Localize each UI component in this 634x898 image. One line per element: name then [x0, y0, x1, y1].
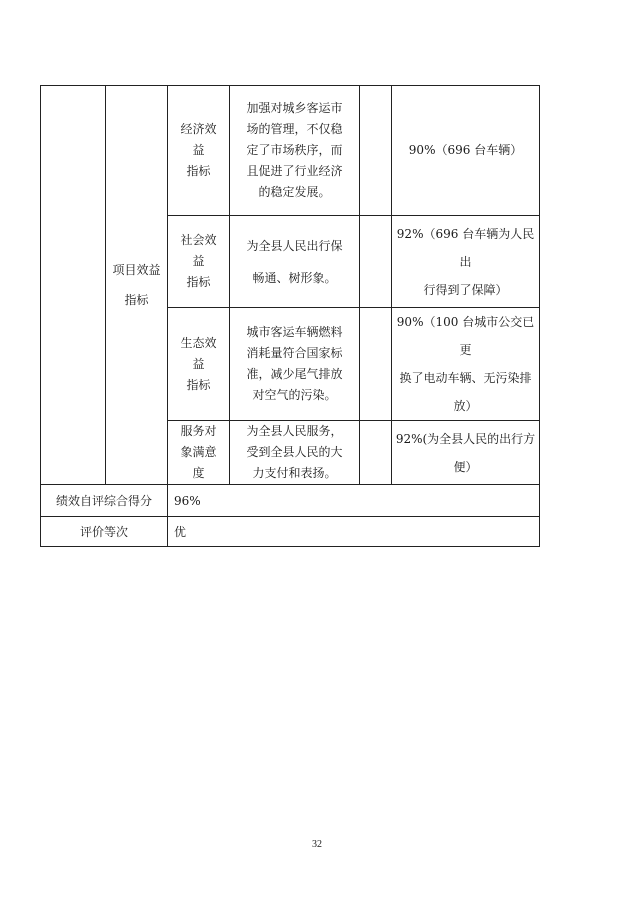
- score-label: 绩效自评综合得分: [55, 494, 152, 508]
- category-label: 项目效益 指标: [112, 263, 161, 307]
- grade-label: 评价等次: [79, 525, 128, 539]
- page-number: 32: [312, 839, 322, 850]
- indicator-cell: [168, 421, 230, 485]
- description-cell: [230, 421, 360, 485]
- evaluation-table: [40, 85, 540, 547]
- value-text: 92%（696 台车辆为人民出 行得到了保障）: [396, 226, 535, 297]
- blank-cell: [41, 86, 106, 485]
- blank-cell: [360, 308, 392, 421]
- value-cell: [392, 86, 540, 216]
- table-row: [41, 86, 540, 216]
- description-cell: [230, 308, 360, 421]
- indicator-label: 经济效 益 指标: [180, 122, 217, 178]
- score-row: [41, 485, 540, 517]
- score-label-cell: [41, 485, 168, 517]
- value-cell: [392, 421, 540, 485]
- value-cell: [392, 308, 540, 421]
- score-value-cell: [168, 485, 540, 517]
- value-text: 92%(为全县人民的出行方 便）: [395, 431, 536, 474]
- indicator-cell: [168, 86, 230, 216]
- grade-value: 优: [174, 525, 187, 539]
- value-cell: [392, 216, 540, 308]
- score-value: 96%: [174, 493, 201, 508]
- indicator-label: 服务对 象满意 度: [180, 424, 217, 480]
- description-text: 城市客运车辆燃料 消耗量符合国家标 准，减少尾气排放 对空气的污染。: [246, 325, 343, 402]
- category-cell: [106, 86, 168, 485]
- description-cell: [230, 216, 360, 308]
- indicator-label: 生态效 益 指标: [180, 335, 217, 392]
- blank-cell: [360, 216, 392, 308]
- description-text: 为全县人民服务， 受到全县人民的大 力支付和表扬。: [246, 424, 343, 480]
- blank-cell: [360, 421, 392, 485]
- description-cell: [230, 86, 360, 216]
- grade-value-cell: [168, 517, 540, 547]
- grade-label-cell: [41, 517, 168, 547]
- value-text: 90%（696 台车辆）: [408, 143, 523, 157]
- indicator-cell: [168, 308, 230, 421]
- description-text: 为全县人民出行保 畅通、树形象。: [246, 238, 343, 285]
- indicator-label: 社会效 益 指标: [180, 233, 217, 289]
- blank-cell: [360, 86, 392, 216]
- value-text: 90%（100 台城市公交已更 换了电动车辆、无污染排 放）: [396, 315, 535, 413]
- grade-row: [41, 517, 540, 547]
- indicator-cell: [168, 216, 230, 308]
- description-text: 加强对城乡客运市 场的管理，不仅稳 定了市场秩序，而 且促进了行业经济 的稳定发展。: [246, 101, 343, 199]
